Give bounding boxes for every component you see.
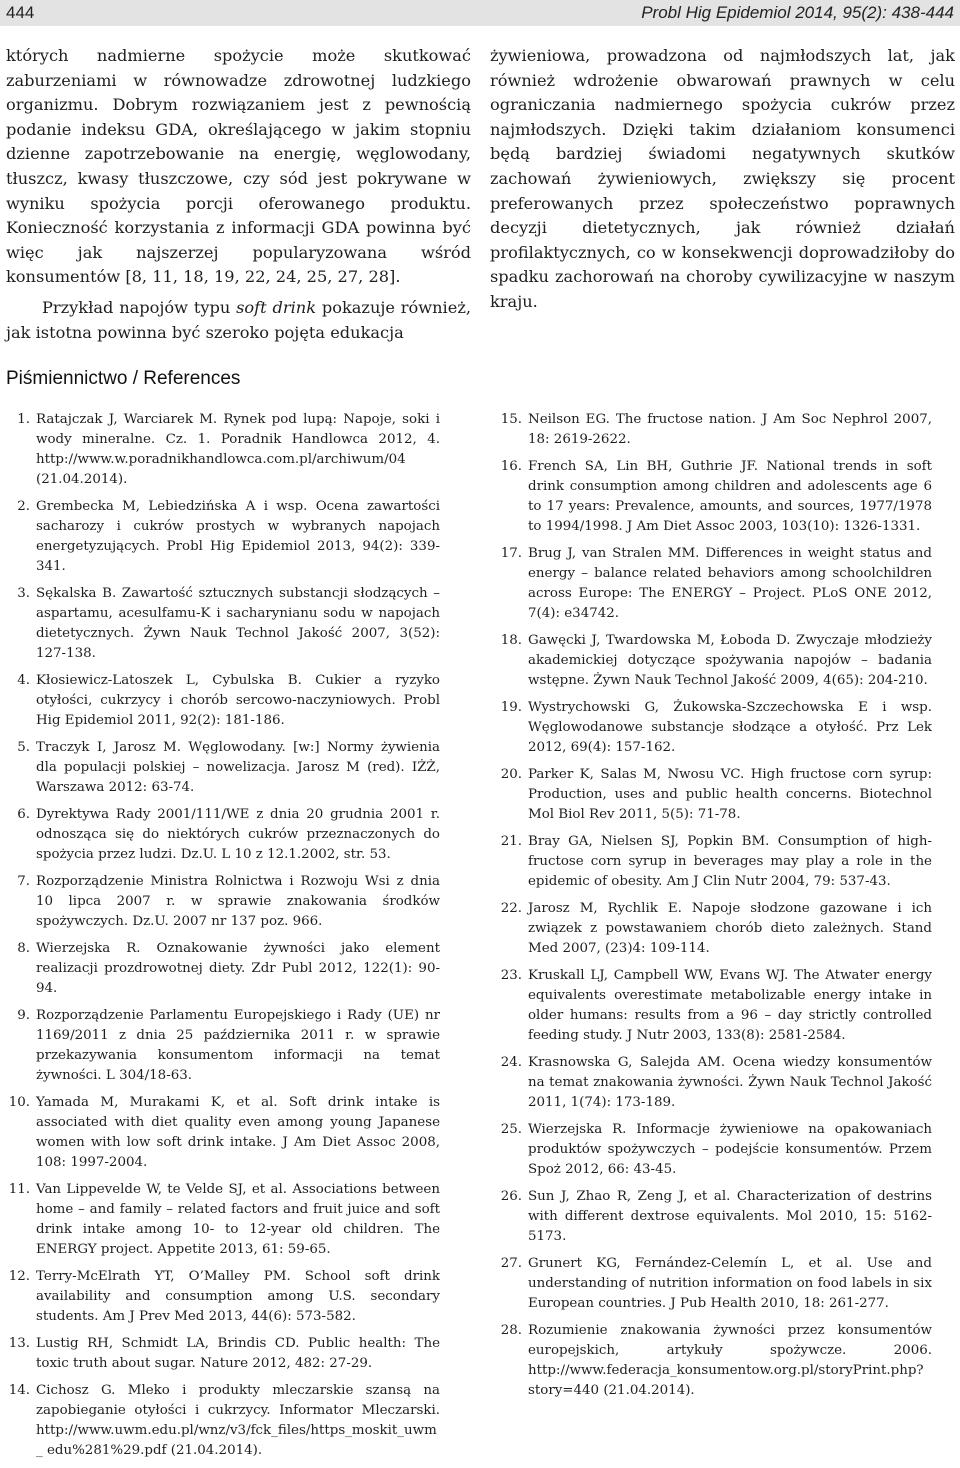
body-emphasis: soft drink <box>236 297 317 317</box>
reference-text: Kruskall LJ, Campbell WW, Evans WJ. The Atwater energy equivalents overestimate metabolizable energy intake in older humans: results from a 96 – day strictly controlled feeding study. J Nutr 2003, 133(8): 2581-2584. <box>528 968 932 1043</box>
reference-text: Van Lippevelde W, te Velde SJ, et al. Associations between home – and family – related factors and fruit juice and soft drink intake among 10- to 12-year old children. The ENERGY project. Appetite 2013, 61: 59-65. <box>36 1182 440 1257</box>
reference-item <box>6 1180 440 1260</box>
reference-item <box>6 872 440 932</box>
reference-text: Krasnowska G, Salejda AM. Ocena wiedzy konsumentów na temat znakowania żywności. Żywn Nauk Technol Jakość 2011, 1(74): 173-189. <box>528 1055 932 1110</box>
reference-item <box>498 457 932 537</box>
body-text: Przykład napojów typu <box>42 297 237 317</box>
reference-item <box>498 832 932 892</box>
reference-number: 21. <box>500 834 522 849</box>
reference-item <box>498 899 932 959</box>
reference-item <box>498 765 932 825</box>
reference-number: 2. <box>17 499 30 514</box>
reference-item <box>6 738 440 798</box>
reference-number: 22. <box>500 901 522 916</box>
reference-text: Gawęcki J, Twardowska M, Łoboda D. Zwyczaje młodzieży akademickiej dotyczące spożywania napojów – badania wstępne. Żywn Nauk Technol Jakość 2009, 4(65): 204-210. <box>528 633 932 688</box>
reference-item <box>498 966 932 1046</box>
reference-item <box>6 1267 440 1327</box>
reference-text: Yamada M, Murakami K, et al. Soft drink intake is associated with diet quality even among young Japanese women with low soft drink intake. J Am Diet Assoc 2008, 108: 1997-2004. <box>36 1095 440 1170</box>
reference-number: 3. <box>17 586 30 601</box>
reference-number: 24. <box>500 1055 522 1070</box>
reference-item <box>498 1321 932 1401</box>
reference-text: French SA, Lin BH, Guthrie JF. National trends in soft drink consumption among children and adolescents age 6 to 17 years: Prevalence, amounts, and sources, 1977/1978 to 1994/1998. J Am Diet Assoc 2003, 103(10): 1326-1331. <box>528 459 932 534</box>
reference-number: 27. <box>500 1256 522 1271</box>
reference-item <box>6 1093 440 1173</box>
reference-number: 19. <box>500 700 522 715</box>
reference-item <box>498 1120 932 1180</box>
running-header <box>0 0 960 26</box>
reference-text: Wierzejska R. Informacje żywieniowe na opakowaniach produktów spożywczych – podejście konsumentów. Przem Spoż 2012, 66: 43-45. <box>528 1122 932 1177</box>
reference-number: 11. <box>8 1182 30 1197</box>
reference-number: 18. <box>500 633 522 648</box>
reference-item <box>6 410 440 490</box>
reference-text: Ratajczak J, Warciarek M. Rynek pod lupą: Napoje, soki i wody mineralne. Cz. 1. Poradnik Handlowca 2012, 4. http://www.w.poradnikhandlowca.com.pl/archiwum/04 (21.04.2014). <box>36 412 440 487</box>
reference-item <box>498 1053 932 1113</box>
body-paragraph: żywieniowa, prowadzona od najmłodszych lat, jak również wdrożenie obwarowań prawnych w celu ograniczania nadmiernego spożycia cukrów przez najmłodszych. Dzięki takim działaniom konsumenci będą bardziej świadomi negatywnych skutków zachowań żywieniowych, zwiększy się procent preferowanych przez społeczeństwo poprawnych decyzji dietetycznych, jak również działań profilaktycznych, co w konsekwencji doprowadziłoby do spadku zachorowań na choroby cywilizacyjne w naszym kraju. <box>490 46 955 311</box>
reference-text: Traczyk I, Jarosz M. Węglowodany. [w:] Normy żywienia dla populacji polskiej – nowelizacja. Jarosz M (red). IŻŻ, Warszawa 2012: 63-74. <box>36 740 440 795</box>
reference-number: 5. <box>17 740 30 755</box>
reference-text: Grembecka M, Lebiedzińska A i wsp. Ocena zawartości sacharozy i cukrów prostych w wybranych napojach energetyzujących. Probl Hig Epidemiol 2013, 94(2): 339-341. <box>36 499 440 574</box>
reference-number: 28. <box>500 1323 522 1338</box>
body-paragraph <box>6 296 471 345</box>
body-text: pokazuje również, jak istotna powinna być szeroko pojęta edukacja <box>6 297 471 342</box>
references-list-left <box>6 410 440 1468</box>
reference-item <box>6 497 440 577</box>
reference-number: 26. <box>500 1189 522 1204</box>
reference-text: Rozporządzenie Ministra Rolnictwa i Rozwoju Wsi z dnia 10 lipca 2007 r. w sprawie znakowania środków spożywczych. Dz.U. 2007 nr 137 poz. 966. <box>36 874 440 929</box>
reference-number: 4. <box>17 673 30 688</box>
reference-text: Rozporządzenie Parlamentu Europejskiego i Rady (UE) nr 1169/2011 z dnia 25 października 2011 r. w sprawie przekazywania konsumentom informacji na temat żywności. L 304/18-63. <box>36 1008 440 1083</box>
reference-item <box>6 1006 440 1086</box>
reference-item <box>498 631 932 691</box>
reference-number: 14. <box>8 1383 30 1398</box>
reference-number: 17. <box>500 546 522 561</box>
reference-text: Kłosiewicz-Latoszek L, Cybulska B. Cukier a ryzyko otyłości, cukrzycy i chorób sercowo-naczyniowych. Probl Hig Epidemiol 2011, 92(2): 181-186. <box>36 673 440 728</box>
reference-text: Lustig RH, Schmidt LA, Brindis CD. Public health: The toxic truth about sugar. Nature 2012, 482: 27-29. <box>36 1336 440 1371</box>
reference-item <box>6 1334 440 1374</box>
page-number: 444 <box>6 3 35 22</box>
reference-number: 10. <box>8 1095 30 1110</box>
reference-item <box>498 1254 932 1314</box>
journal-citation: Probl Hig Epidemiol 2014, 95(2): 438-444 <box>641 3 954 22</box>
reference-text: Parker K, Salas M, Nwosu VC. High fructose corn syrup: Production, uses and public health concerns. Biotechnol Mol Biol Rev 2011, 5(5): 71-78. <box>528 767 932 822</box>
reference-number: 7. <box>17 874 30 889</box>
references-heading: Piśmiennictwo / References <box>6 368 241 389</box>
reference-number: 1. <box>17 412 30 427</box>
reference-number: 8. <box>17 941 30 956</box>
reference-number: 25. <box>500 1122 522 1137</box>
reference-text: Wystrychowski G, Żukowska-Szczechowska E i wsp. Węglowodanowe substancje słodzące a otyłość. Prz Lek 2012, 69(4): 157-162. <box>528 700 932 755</box>
reference-number: 12. <box>8 1269 30 1284</box>
reference-number: 13. <box>8 1336 30 1351</box>
reference-text: Brug J, van Stralen MM. Differences in weight status and energy – balance related behaviors among schoolchildren across Europe: The ENERGY – Project. PLoS ONE 2012, 7(4): e34742. <box>528 546 932 621</box>
reference-text: Terry-McElrath YT, O’Malley PM. School soft drink availability and consumption among U.S. secondary students. Am J Prev Med 2013, 44(6): 573-582. <box>36 1269 440 1324</box>
reference-number: 6. <box>17 807 30 822</box>
reference-item <box>498 544 932 624</box>
reference-item <box>498 410 932 450</box>
reference-number: 23. <box>500 968 522 983</box>
reference-number: 20. <box>500 767 522 782</box>
reference-number: 15. <box>500 412 522 427</box>
reference-text: Jarosz M, Rychlik E. Napoje słodzone gazowane i ich związek z powstawaniem chorób dieto zależnych. Stand Med 2007, (23)4: 109-114. <box>528 901 932 956</box>
body-paragraph: których nadmierne spożycie może skutkować zaburzeniami w równowadze zdrowotnej ludzkiego organizmu. Dobrym rozwiązaniem jest z pewnością podanie indeksu GDA, określającego w jakim stopniu dzienne zapotrzebowanie na energię, węglowodany, tłuszcz, kwasy tłuszczowe, czy sód jest pokrywane w wyniku spożycia porcji oferowanego produktu. Konieczność korzystania z informacji GDA powinna być więc jak najszerzej popularyzowana wśród konsumentów [8, 11, 18, 19, 22, 24, 25, 27, 28]. <box>6 46 471 287</box>
reference-text: Bray GA, Nielsen SJ, Popkin BM. Consumption of high-fructose corn syrup in beverages may play a role in the epidemic of obesity. Am J Clin Nutr 2004, 79: 537-43. <box>528 834 932 889</box>
body-column-left <box>6 44 471 345</box>
reference-item <box>498 1187 932 1247</box>
reference-text: Sun J, Zhao R, Zeng J, et al. Characterization of destrins with different dextrose equivalents. Mol 2010, 15: 5162-5173. <box>528 1189 932 1244</box>
reference-text: Sękalska B. Zawartość sztucznych substancji słodzących – aspartamu, acesulfamu-K i sacharynianu sodu w napojach dietetycznych. Żywn Nauk Technol Jakość 2007, 3(52): 127-138. <box>36 586 440 661</box>
reference-text: Cichosz G. Mleko i produkty mleczarskie szansą na zapobieganie otyłości i cukrzycy. Informator Mleczarski. http://www.uwm.edu.pl/wnz/v3/fck_files/https_moskit_uwm_ edu%281%29.pdf (21.04.2014). <box>36 1383 440 1458</box>
reference-item <box>498 698 932 758</box>
reference-item <box>6 1381 440 1461</box>
references-list-right <box>498 410 932 1408</box>
reference-number: 9. <box>17 1008 30 1023</box>
reference-item <box>6 584 440 664</box>
reference-text: Rozumienie znakowania żywności przez konsumentów europejskich, artykuły spożywcze. 2006. http://www.federacja_konsumentow.org.pl/storyPrint.php?story=440 (21.04.2014). <box>528 1323 932 1398</box>
reference-text: Wierzejska R. Oznakowanie żywności jako element realizacji prozdrowotnej diety. Zdr Publ 2012, 122(1): 90-94. <box>36 941 440 996</box>
reference-text: Dyrektywa Rady 2001/111/WE z dnia 20 grudnia 2001 r. odnosząca się do niektórych cukrów przeznaczonych do spożycia przez ludzi. Dz.U. L 10 z 12.1.2002, str. 53. <box>36 807 440 862</box>
reference-text: Grunert KG, Fernández-Celemín L, et al. Use and understanding of nutrition information on food labels in six European countries. J Pub Health 2010, 18: 261-277. <box>528 1256 932 1311</box>
reference-number: 16. <box>500 459 522 474</box>
body-column-right <box>490 44 955 315</box>
reference-item <box>6 805 440 865</box>
reference-text: Neilson EG. The fructose nation. J Am Soc Nephrol 2007, 18: 2619-2622. <box>528 412 932 447</box>
reference-item <box>6 939 440 999</box>
reference-item <box>6 671 440 731</box>
